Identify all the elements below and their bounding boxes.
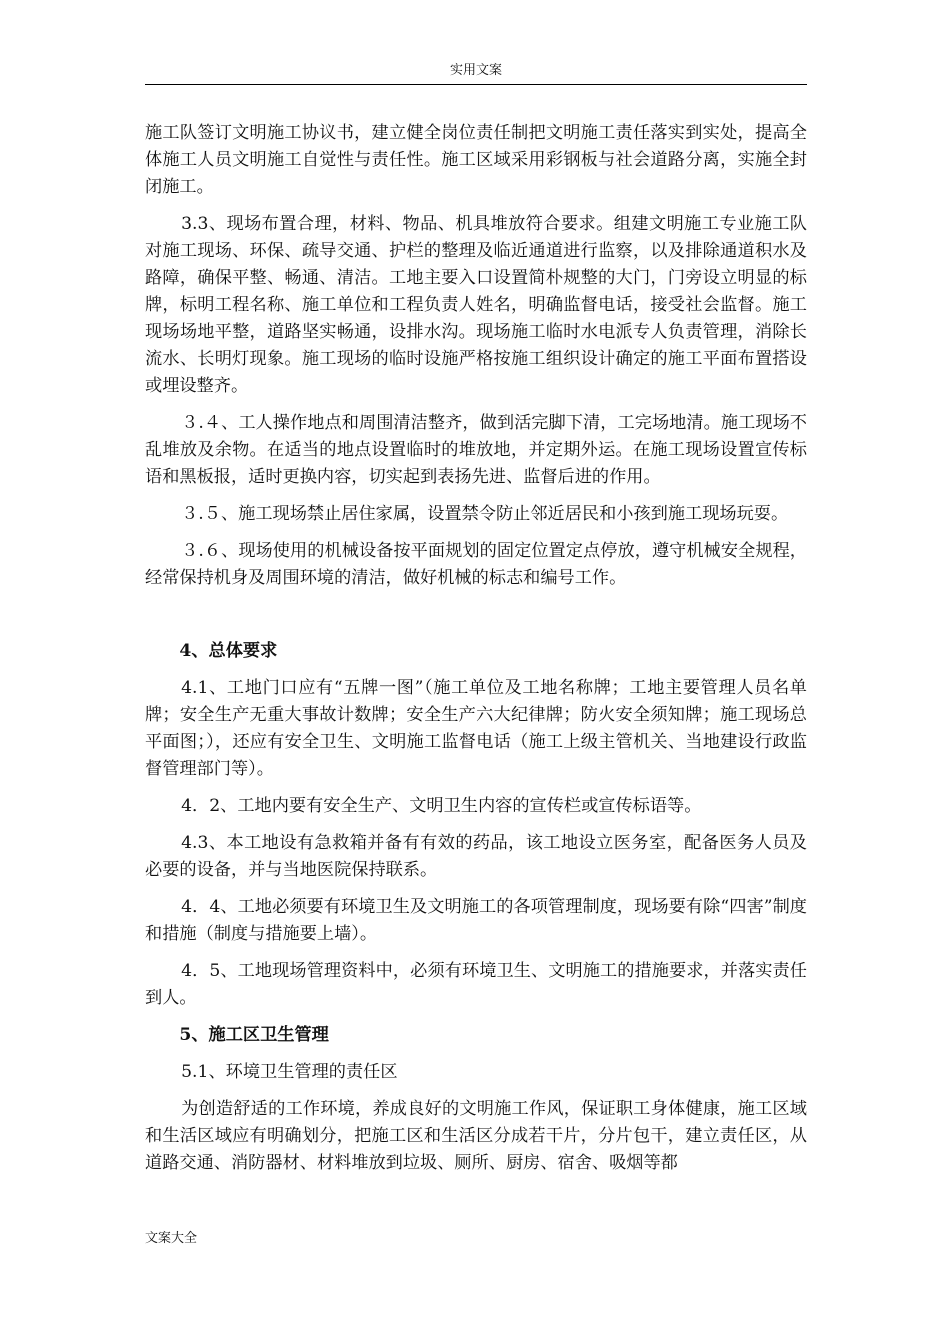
header-divider	[145, 84, 807, 85]
paragraph: 施工队签订文明施工协议书，建立健全岗位责任制把文明施工责任落实到实处，提高全体施工人员文明施工自觉性与责任性。施工区域采用彩钢板与社会道路分离，实施全封闭施工。	[145, 123, 807, 197]
paragraph: 4．4、工地必须要有环境卫生及文明施工的各项管理制度，现场要有除“四害”制度和措施（制度与措施要上墙）。	[145, 897, 807, 944]
section-heading: 5、施工区卫生管理	[179, 1025, 329, 1045]
page-header: 实用文案	[449, 63, 502, 78]
section-heading: 4、总体要求	[179, 641, 278, 661]
document-body	[145, 120, 807, 1177]
paragraph: ３.４、工人操作地点和周围清洁整齐，做到活完脚下清，工完场地清。施工现场不乱堆放及余物。在适当的地点设置临时的堆放地，并定期外运。在施工现场设置宣传标语和黑板报，适时更换内容，切实起到表扬先进、监督后进的作用。	[145, 413, 807, 487]
paragraph: 3.3、现场布置合理，材料、物品、机具堆放符合要求。组建文明施工专业施工队对施工现场、环保、疏导交通、护栏的整理及临近通道进行监察，以及排除通道积水及路障，确保平整、畅通、清洁。工地主要入口设置简朴规整的大门，门旁设立明显的标牌，标明工程名称、施工单位和工程负责人姓名，明确监督电话，接受社会监督。施工现场场地平整，道路坚实畅通，设排水沟。现场施工临时水电派专人负责管理，消除长流水、长明灯现象。施工现场的临时设施严格按施工组织设计确定的施工平面布置搭设或埋设整齐。	[145, 214, 807, 396]
paragraph: 4.1、工地门口应有“五牌一图”（施工单位及工地名称牌；工地主要管理人员名单牌；安全生产无重大事故计数牌；安全生产六大纪律牌；防火安全须知牌；施工现场总平面图；），还应有安全卫生、文明施工监督电话（施工上级主管机关、当地建设行政监督管理部门等）。	[145, 678, 807, 779]
paragraph: 4．2、工地内要有安全生产、文明卫生内容的宣传栏或宣传标语等。	[181, 796, 702, 816]
paragraph: ３.５、施工现场禁止居住家属，设置禁令防止邻近居民和小孩到施工现场玩耍。	[181, 504, 789, 524]
paragraph: ３.６、现场使用的机械设备按平面规划的固定位置定点停放，遵守机械安全规程，经常保持机身及周围环境的清洁，做好机械的标志和编号工作。	[145, 541, 807, 588]
paragraph: 5.1、环境卫生管理的责任区	[181, 1062, 398, 1082]
paragraph: 4．5、工地现场管理资料中，必须有环境卫生、文明施工的措施要求，并落实责任到人。	[145, 961, 807, 1008]
paragraph: 为创造舒适的工作环境，养成良好的文明施工作风，保证职工身体健康，施工区域和生活区域应有明确划分，把施工区和生活区分成若干片，分片包干，建立责任区，从道路交通、消防器材、材料堆放到垃圾、厕所、厨房、宿舍、吸烟等都	[145, 1099, 807, 1173]
page-footer: 文案大全	[145, 1231, 198, 1246]
paragraph: 4.3、本工地设有急救箱并备有有效的药品，该工地设立医务室，配备医务人员及必要的设备，并与当地医院保持联系。	[145, 833, 807, 880]
